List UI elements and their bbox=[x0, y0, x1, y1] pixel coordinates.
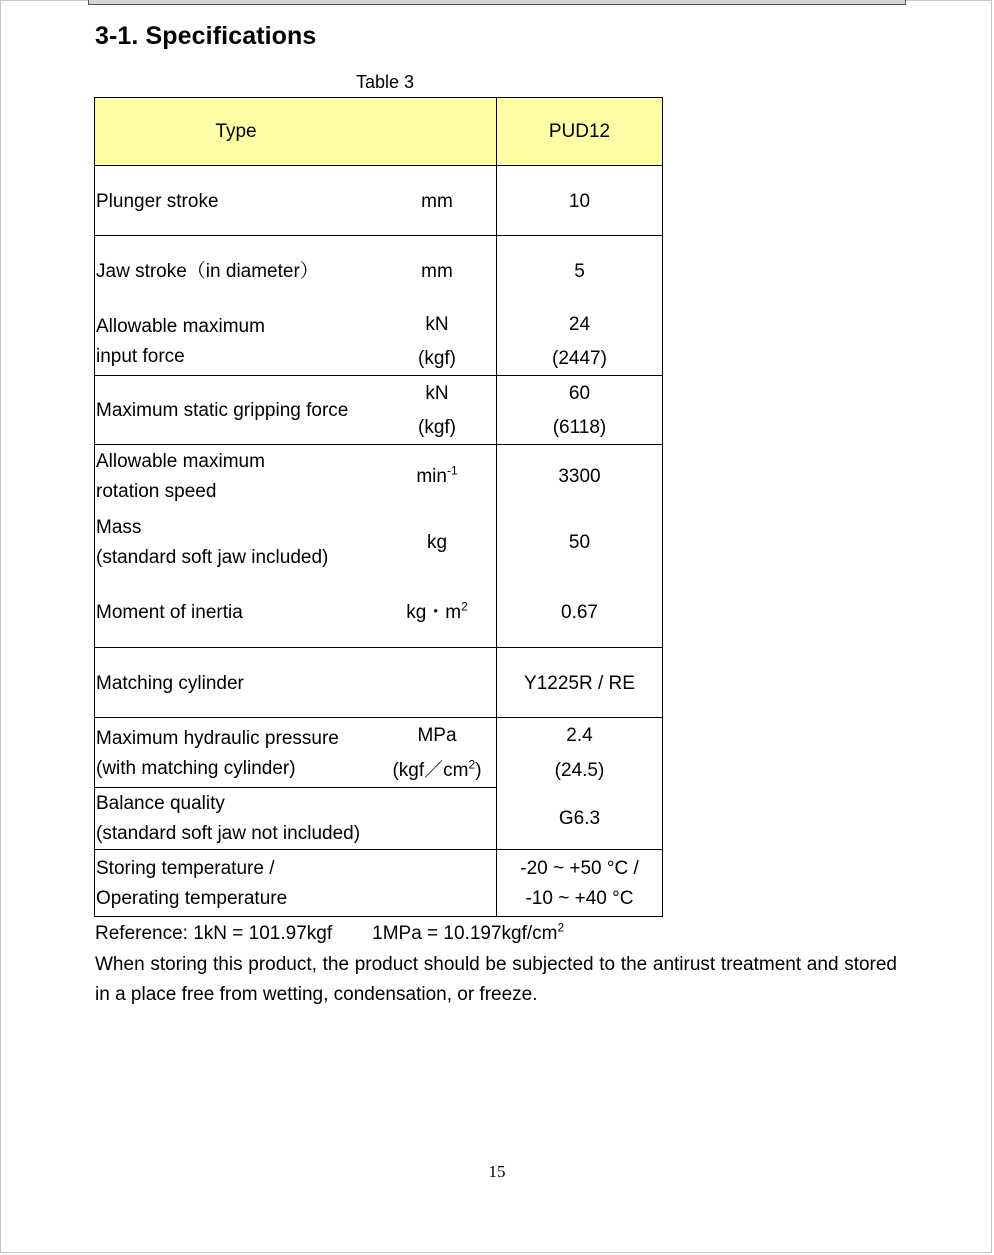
jaw-stroke-value: 5 bbox=[574, 261, 585, 282]
inertia-unit bbox=[378, 598, 496, 628]
rotation-speed-unit bbox=[378, 462, 496, 492]
mass-label-2: (standard soft jaw included) bbox=[96, 547, 329, 568]
jaw-stroke-label: Jaw stroke（in diameter） bbox=[96, 261, 319, 282]
temperature-value-2: -10 ~ +40 °C bbox=[525, 888, 634, 909]
input-force-unit-1: kN bbox=[425, 314, 449, 335]
page-header-bar bbox=[88, 0, 906, 5]
inertia-label: Moment of inertia bbox=[96, 602, 243, 623]
inertia-value: 0.67 bbox=[561, 602, 598, 623]
input-force-label-2: input force bbox=[96, 346, 185, 367]
gripping-force-unit-1: kN bbox=[425, 383, 449, 404]
table-right-border bbox=[662, 97, 663, 917]
hydraulic-pressure-unit-2-end: ) bbox=[475, 760, 482, 781]
plunger-stroke-unit: mm bbox=[421, 191, 453, 212]
plunger-stroke-label: Plunger stroke bbox=[96, 191, 219, 212]
section-title: 3-1. Specifications bbox=[95, 22, 317, 50]
table-caption: Table 3 bbox=[356, 72, 415, 92]
gripping-force-value-1: 60 bbox=[568, 383, 591, 404]
row-divider bbox=[94, 647, 663, 648]
mass-unit: kg bbox=[426, 532, 448, 553]
row-divider bbox=[94, 849, 663, 850]
header-model: PUD12 bbox=[548, 121, 611, 142]
inertia-unit-exponent: 2 bbox=[461, 599, 468, 614]
rotation-speed-unit-base: min bbox=[416, 466, 447, 487]
inertia-unit-base: kg・m bbox=[406, 602, 462, 623]
table-bottom-border bbox=[94, 916, 663, 917]
balance-quality-value: G6.3 bbox=[558, 808, 601, 829]
header-type: Type bbox=[215, 121, 257, 142]
row-divider bbox=[94, 375, 663, 376]
table-top-border bbox=[94, 97, 663, 98]
reference-mpa-exponent: 2 bbox=[557, 920, 565, 935]
page-number: 15 bbox=[488, 1162, 506, 1181]
input-force-unit-2: (kgf) bbox=[418, 348, 456, 369]
rotation-speed-unit-exponent: -1 bbox=[446, 463, 458, 478]
plunger-stroke-value: 10 bbox=[568, 191, 591, 212]
hydraulic-pressure-label-2: (with matching cylinder) bbox=[96, 758, 296, 779]
row-divider-partial bbox=[94, 787, 497, 788]
gripping-force-value-2: (6118) bbox=[552, 417, 607, 438]
table-left-border bbox=[94, 97, 95, 917]
input-force-value-2: (2447) bbox=[552, 348, 607, 369]
table-value-divider bbox=[496, 97, 497, 917]
matching-cylinder-label: Matching cylinder bbox=[96, 673, 244, 694]
temperature-label-2: Operating temperature bbox=[96, 888, 288, 909]
row-divider bbox=[94, 235, 663, 236]
row-divider bbox=[94, 165, 663, 166]
balance-quality-label-2: (standard soft jaw not included) bbox=[96, 823, 361, 844]
temperature-value-1: -20 ~ +50 °C / bbox=[520, 858, 639, 879]
hydraulic-pressure-unit-2-exponent: 2 bbox=[468, 757, 476, 772]
hydraulic-pressure-unit-2 bbox=[378, 756, 496, 786]
temperature-label-1: Storing temperature / bbox=[96, 858, 275, 879]
rotation-speed-label-2: rotation speed bbox=[96, 481, 217, 502]
hydraulic-pressure-unit-1: MPa bbox=[417, 725, 457, 746]
gripping-force-unit-2: (kgf) bbox=[418, 417, 456, 438]
row-divider bbox=[94, 717, 663, 718]
rotation-speed-label-1: Allowable maximum bbox=[96, 451, 265, 472]
matching-cylinder-value: Y1225R / RE bbox=[524, 673, 635, 694]
storage-note: When storing this product, the product should be subjected to the antirust treatment and stored in a place free from wetting, condensation, or freeze. bbox=[95, 954, 897, 1005]
jaw-stroke-unit: mm bbox=[421, 261, 453, 282]
input-force-value-1: 24 bbox=[568, 314, 591, 335]
rotation-speed-value: 3300 bbox=[558, 466, 601, 487]
balance-quality-label-1: Balance quality bbox=[96, 793, 225, 814]
reference-mpa: 1MPa = 10.197kgf/cm bbox=[372, 923, 558, 944]
hydraulic-pressure-label-1: Maximum hydraulic pressure bbox=[96, 728, 339, 749]
hydraulic-pressure-unit-2-base: (kgf／cm bbox=[392, 760, 469, 781]
mass-value: 50 bbox=[568, 532, 591, 553]
unit-reference bbox=[95, 920, 564, 948]
mass-label-1: Mass bbox=[96, 517, 142, 538]
reference-kn: Reference: 1kN = 101.97kgf bbox=[95, 923, 333, 944]
input-force-label-1: Allowable maximum bbox=[96, 316, 265, 337]
hydraulic-pressure-value-1: 2.4 bbox=[566, 725, 593, 746]
gripping-force-label: Maximum static gripping force bbox=[96, 400, 349, 421]
row-divider bbox=[94, 444, 663, 445]
hydraulic-pressure-value-2: (24.5) bbox=[554, 760, 605, 781]
